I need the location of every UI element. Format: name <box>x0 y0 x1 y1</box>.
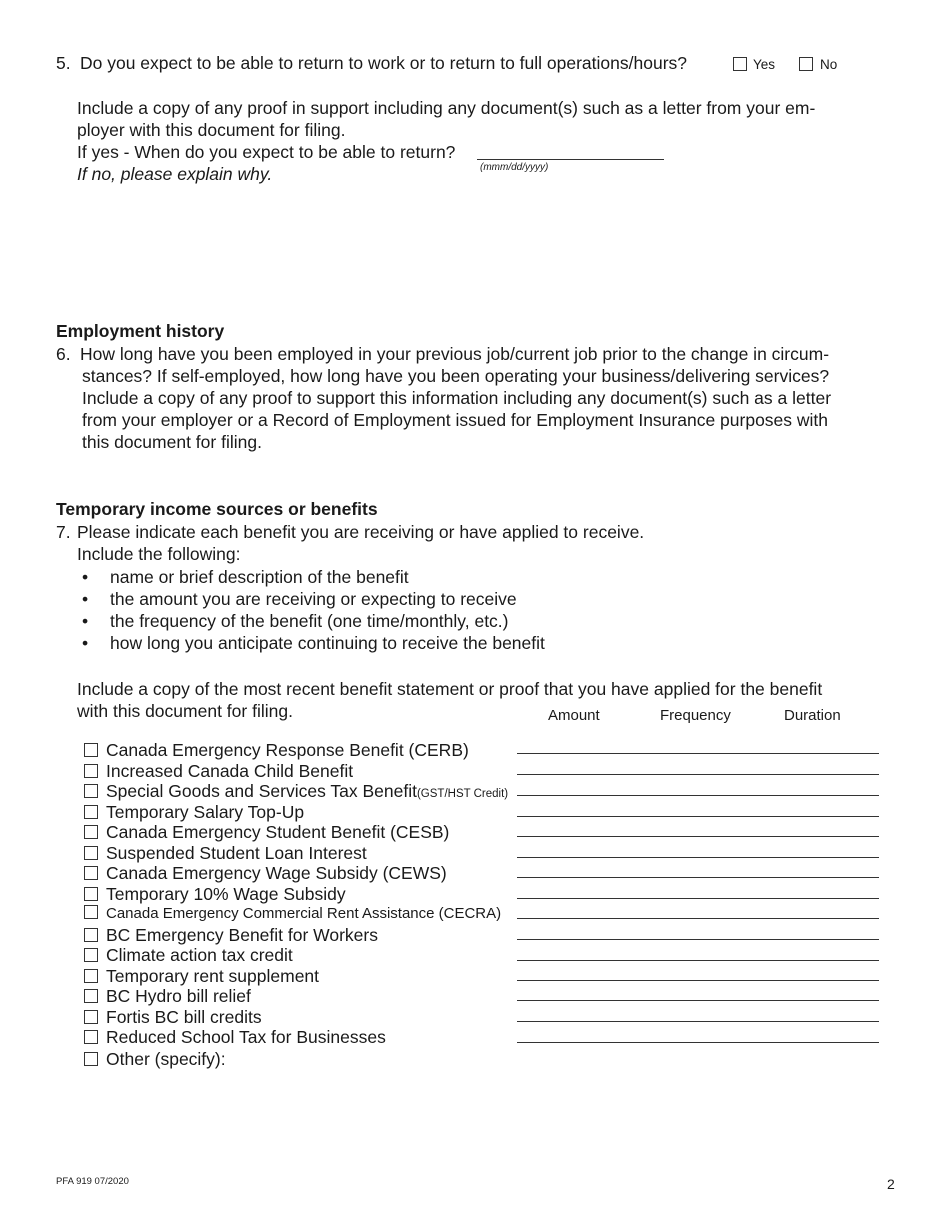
page-number: 2 <box>887 1176 895 1192</box>
benefit-label: Climate action tax credit <box>106 945 293 965</box>
q5-no-label: No <box>820 57 838 72</box>
column-frequency: Frequency <box>660 707 731 724</box>
benefit-row-fortis <box>84 1007 262 1028</box>
q6-number: 6. <box>56 344 71 364</box>
benefit-checkbox[interactable] <box>84 948 98 962</box>
benefit-label: Other (specify): <box>106 1049 226 1069</box>
q6-line-4: from your employer or a Record of Employment issued for Employment Insurance purposes with <box>82 410 829 430</box>
benefit-entry-line[interactable] <box>517 857 879 858</box>
benefit-entry-line[interactable] <box>517 877 879 878</box>
benefit-row-child-benefit <box>84 761 353 782</box>
benefit-label: Special Goods and Services Tax Benefit <box>106 781 417 801</box>
statement-line-2: with this document for filing. <box>77 701 293 721</box>
column-duration: Duration <box>784 707 841 724</box>
benefit-label: Fortis BC bill credits <box>106 1007 262 1027</box>
benefit-checkbox[interactable] <box>84 805 98 819</box>
return-date-field[interactable] <box>477 159 664 160</box>
benefit-entry-line[interactable] <box>517 836 879 837</box>
q5-proof-line-1: Include a copy of any proof in support including any document(s) such as a letter from your em- <box>77 98 816 118</box>
benefit-label: Temporary Salary Top-Up <box>106 802 305 822</box>
benefit-entry-line[interactable] <box>517 795 879 796</box>
benefit-row-student-loan <box>84 843 367 864</box>
benefit-row-school-tax <box>84 1027 386 1048</box>
benefit-label: Canada Emergency Student Benefit (CESB) <box>106 822 450 842</box>
benefit-checkbox[interactable] <box>84 887 98 901</box>
benefit-checkbox[interactable] <box>84 846 98 860</box>
benefit-entry-line[interactable] <box>517 1000 879 1001</box>
benefit-entry-line[interactable] <box>517 918 879 919</box>
benefit-row-cews <box>84 863 447 884</box>
benefit-row-bc-hydro <box>84 986 251 1007</box>
benefit-entry-line[interactable] <box>517 939 879 940</box>
benefit-checkbox[interactable] <box>84 905 98 919</box>
benefit-checkbox[interactable] <box>84 928 98 942</box>
bullet-dot: • <box>82 567 89 587</box>
benefit-label: Temporary rent supplement <box>106 966 320 986</box>
bullet-item: the amount you are receiving or expecting to receive <box>110 589 517 609</box>
benefit-row-cesb <box>84 822 449 843</box>
benefit-checkbox[interactable] <box>84 969 98 983</box>
benefit-label: Canada Emergency Wage Subsidy (CEWS) <box>106 863 447 883</box>
date-format-hint: (mmm/dd/yyyy) <box>480 162 549 173</box>
column-amount: Amount <box>548 707 600 724</box>
q7-include-label: Include the following: <box>77 544 241 564</box>
benefit-row-wage-subsidy <box>84 884 346 905</box>
benefit-checkbox[interactable] <box>84 743 98 757</box>
benefit-row-other <box>84 1049 226 1070</box>
benefit-row-salary-top-up <box>84 802 304 823</box>
benefit-row-cerb <box>84 740 469 761</box>
benefit-entry-line[interactable] <box>517 960 879 961</box>
q5-no-checkbox[interactable] <box>799 57 813 71</box>
q5-if-no: If no, please explain why. <box>77 164 273 184</box>
q5-proof-line-2: ployer with this document for filing. <box>77 120 346 140</box>
benefit-entry-line[interactable] <box>517 980 879 981</box>
benefit-entry-line[interactable] <box>517 774 879 775</box>
q6-line-1: How long have you been employed in your previous job/current job prior to the change in circum- <box>80 344 830 364</box>
benefit-checkbox[interactable] <box>84 784 98 798</box>
benefit-label: Temporary 10% Wage Subsidy <box>106 884 346 904</box>
benefit-entry-line[interactable] <box>517 1042 879 1043</box>
benefit-row-bc-emergency <box>84 925 378 946</box>
bullet-dot: • <box>82 633 89 653</box>
benefit-row-cecra <box>84 905 501 922</box>
q5-number: 5. <box>56 53 71 73</box>
q6-line-5: this document for filing. <box>82 432 262 452</box>
benefit-label: Suspended Student Loan Interest <box>106 843 367 863</box>
benefit-checkbox[interactable] <box>84 764 98 778</box>
benefit-checkbox[interactable] <box>84 866 98 880</box>
q7-intro: Please indicate each benefit you are receiving or have applied to receive. <box>77 522 645 542</box>
benefit-entry-line[interactable] <box>517 753 879 754</box>
benefit-checkbox[interactable] <box>84 1052 98 1066</box>
benefit-entry-line[interactable] <box>517 898 879 899</box>
q5-question: Do you expect to be able to return to work or to return to full operations/hours? <box>80 53 688 73</box>
q7-number: 7. <box>56 522 71 542</box>
benefit-checkbox[interactable] <box>84 989 98 1003</box>
benefit-label: BC Hydro bill relief <box>106 986 251 1006</box>
statement-line-1: Include a copy of the most recent benefit statement or proof that you have applied for the benefit <box>77 679 823 699</box>
benefit-entry-line[interactable] <box>517 1021 879 1022</box>
benefit-label: Reduced School Tax for Businesses <box>106 1027 386 1047</box>
benefit-row-rent-supplement <box>84 966 319 987</box>
benefit-row-climate-credit <box>84 945 293 966</box>
form-id: PFA 919 07/2020 <box>56 1176 129 1187</box>
benefit-entry-line[interactable] <box>517 816 879 817</box>
gst-note: (GST/HST Credit) <box>416 788 509 800</box>
q5-yes-checkbox[interactable] <box>733 57 747 71</box>
q5-if-yes: If yes - When do you expect to be able to return? <box>77 142 456 162</box>
bullet-dot: • <box>82 611 89 631</box>
bullet-dot: • <box>82 589 89 609</box>
q6-line-2: stances? If self-employed, how long have you been operating your business/delivering services? <box>82 366 830 386</box>
q5-yes-label: Yes <box>753 57 776 72</box>
bullet-item: how long you anticipate continuing to receive the benefit <box>110 633 545 653</box>
bullet-item: the frequency of the benefit (one time/monthly, etc.) <box>110 611 509 631</box>
benefit-checkbox[interactable] <box>84 825 98 839</box>
bullet-item: name or brief description of the benefit <box>110 567 409 587</box>
benefit-label: BC Emergency Benefit for Workers <box>106 925 378 945</box>
benefit-checkbox[interactable] <box>84 1010 98 1024</box>
benefit-label: Canada Emergency Response Benefit (CERB) <box>106 740 469 760</box>
employment-heading: Employment history <box>56 321 225 341</box>
benefit-row-gst <box>84 781 508 802</box>
benefit-label: Canada Emergency Commercial Rent Assistance (CECRA) <box>106 905 502 922</box>
benefit-checkbox[interactable] <box>84 1030 98 1044</box>
temporary-heading: Temporary income sources or benefits <box>56 499 378 519</box>
q6-line-3: Include a copy of any proof to support this information including any document(s) such as a letter <box>82 388 832 408</box>
benefit-label: Increased Canada Child Benefit <box>106 761 354 781</box>
